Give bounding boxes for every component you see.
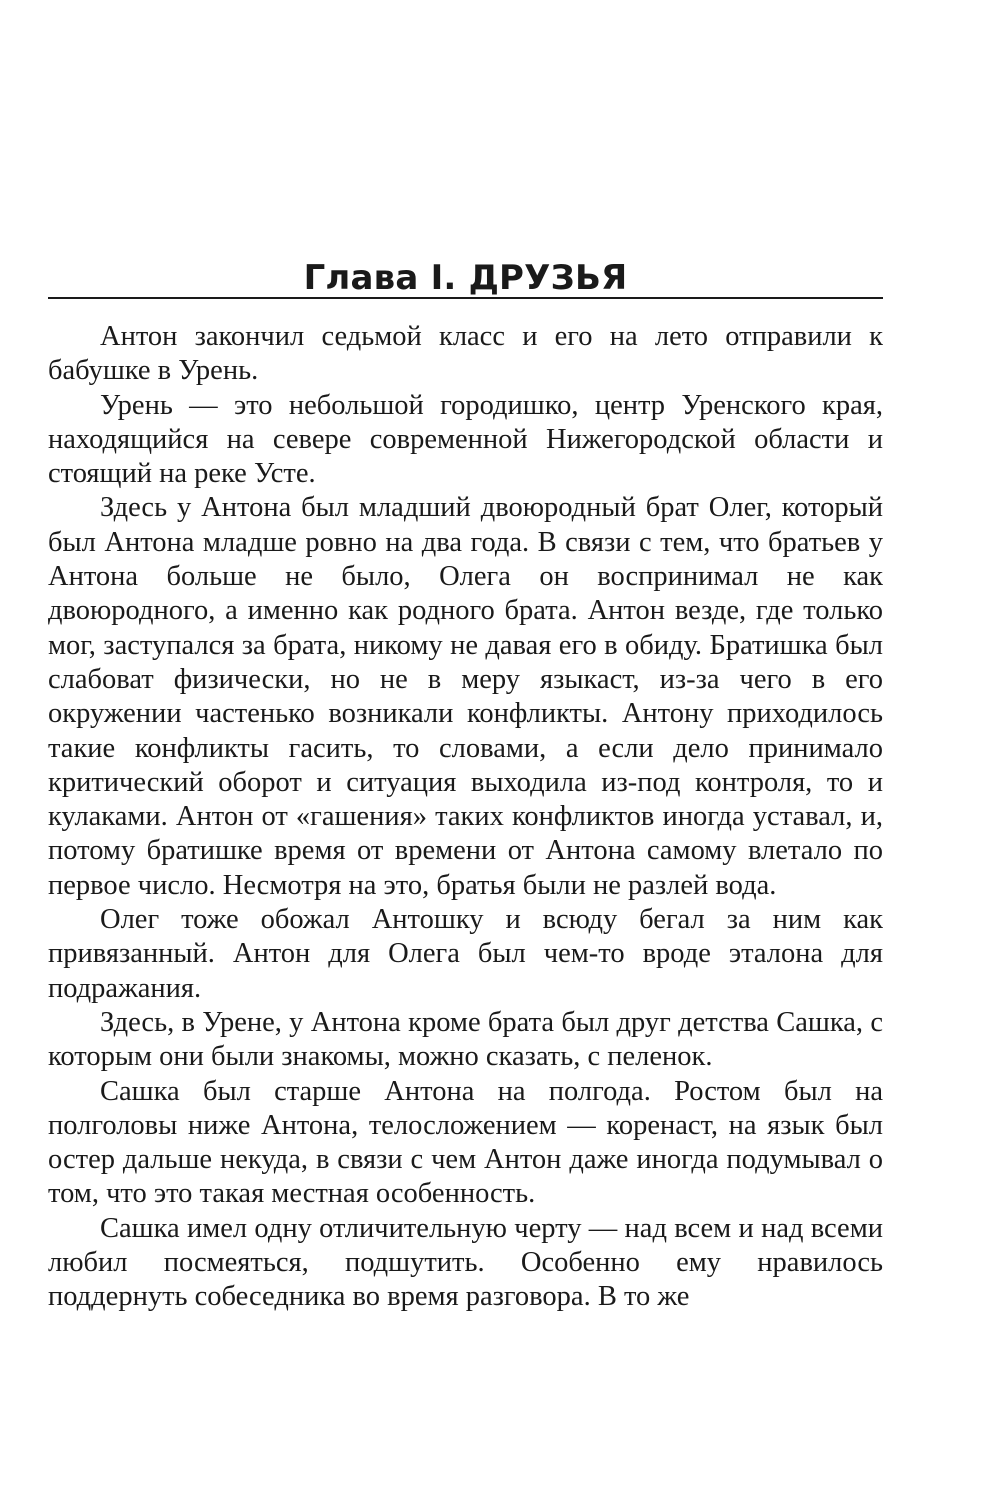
paragraph: Олег тоже обожал Антошку и всюду бегал за ним как привязанный. Антон для Олега был чем-то вроде эталона для подражания. [48, 904, 883, 1004]
title-underline [48, 297, 883, 299]
paragraph: Сашка был старше Антона на полгода. Ростом был на полголовы ниже Антона, телосложением — коренаст, на язык был остер дальше некуда, в связи с чем Антон даже иногда подумывал о том, что это такая местная особенность. [48, 1075, 883, 1210]
paragraph: Урень — это небольшой городишко, центр Уренского края, находящийся на севере современной Нижегородской области и стоящий на реке Усте. [48, 389, 883, 490]
paragraph: Здесь, в Урене, у Антона кроме брата был друг детства Сашка, с которым они были знакомы, можно сказать, с пеленок. [48, 1006, 883, 1073]
chapter-text [48, 320, 883, 1315]
book-page [48, 0, 883, 1488]
paragraph: Здесь у Антона был младший двоюродный брат Олег, который был Антона младше ровно на два года. В связи с тем, что братьев у Антона больше не было, Олега он воспринимал не как двоюродного, а именно как родного брата. Антон везде, где только мог, заступался за брата, никому не давая его в обиду. Братишка был слабоват физически, но не в меру языкаст, из-за чего в его окружении частенько возникали конфликты. Антону приходилось такие конфликты гасить, то словами, а если дело принимало критический оборот и ситуация выходила из-под контроля, то и кулаками. Антон от «гашения» таких конфликтов иногда уставал, и, потому братишке время от времени от Антона самому влетало по первое число. Несмотря на это, братья были не разлей вода. [48, 492, 883, 901]
paragraph: Сашка имел одну отличительную черту — над всем и над всеми любил посмеяться, подшутить. Особенно ему нравилось поддернуть собеседника во время разговора. В то же [48, 1212, 883, 1313]
chapter-title: Глава I. ДРУЗЬЯ [303, 258, 628, 298]
paragraph: Антон закончил седьмой класс и его на лето отправили к бабушке в Урень. [48, 321, 883, 387]
